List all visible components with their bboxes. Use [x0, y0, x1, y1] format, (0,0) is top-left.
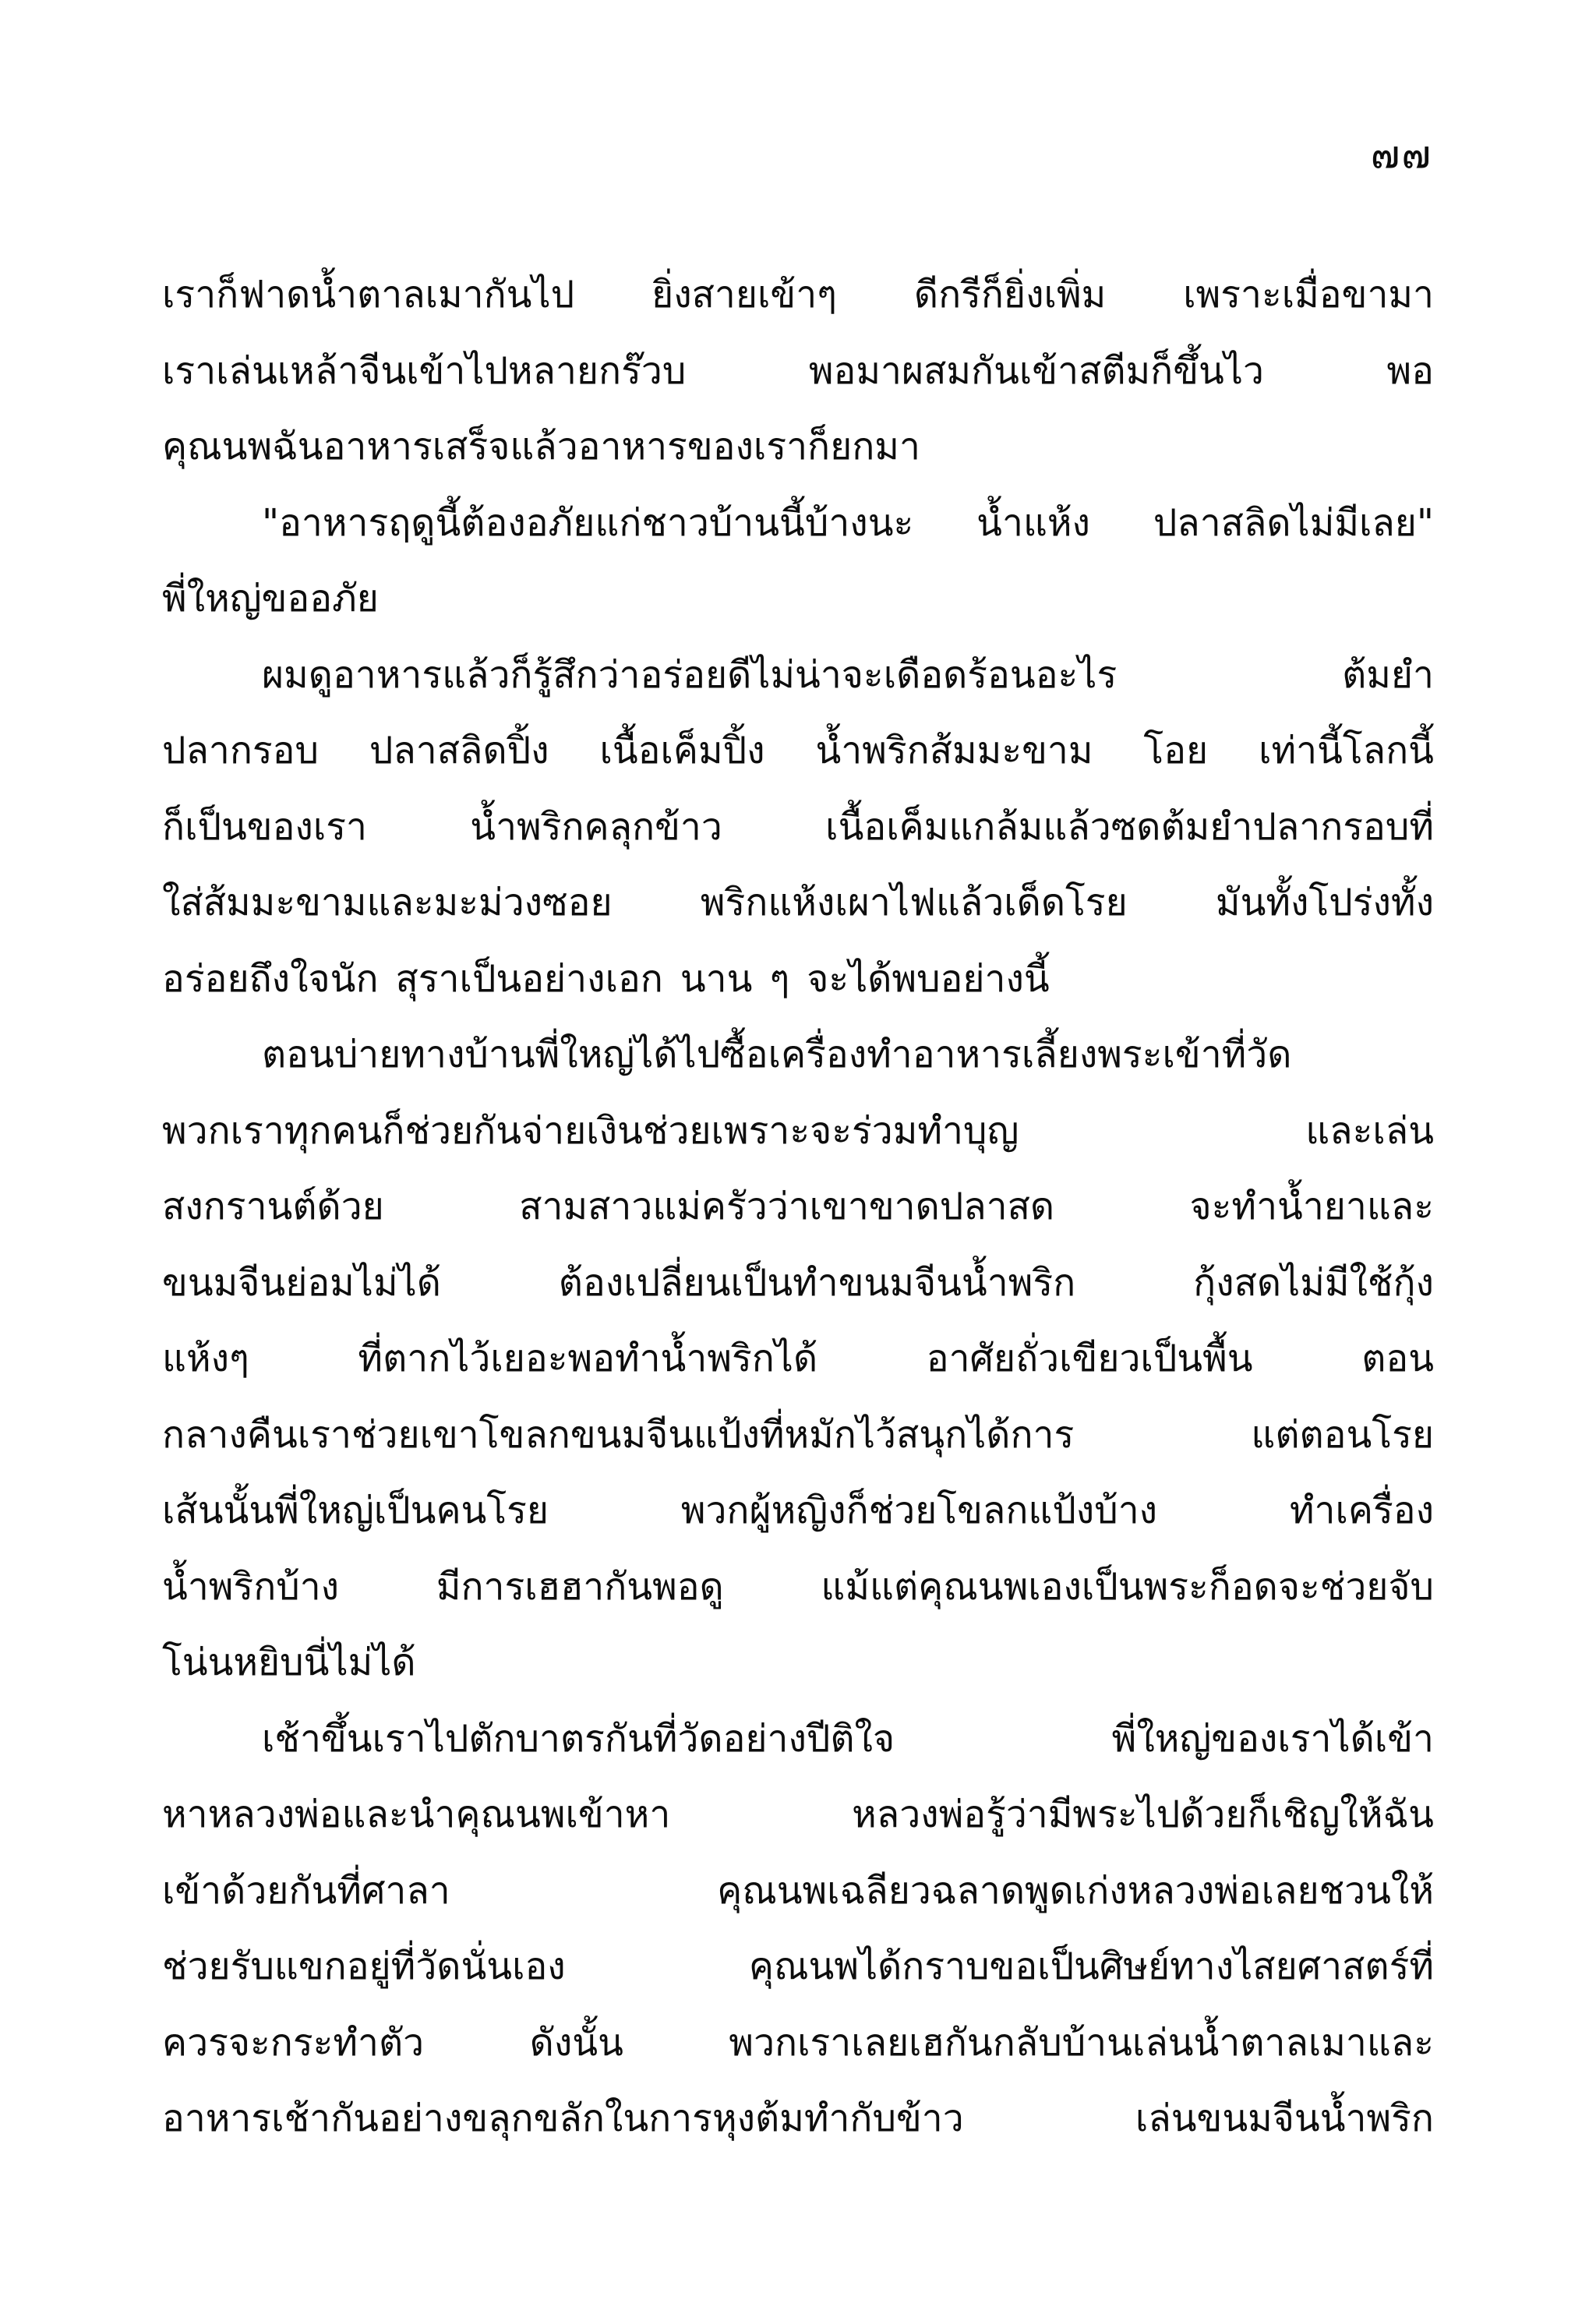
text-segment: ตอน — [1361, 1337, 1434, 1380]
text-segment: อาศัยถั่วเขียวเป็นพื้น — [926, 1337, 1253, 1380]
text-segment: โอย — [1143, 729, 1209, 772]
text-segment: ที่ตากไว้เยอะพอทำน้ำพริกได้ — [358, 1337, 818, 1380]
text-segment: น้ำพริกส้มมะขาม — [815, 729, 1093, 772]
text-segment: แห้งๆ — [162, 1337, 249, 1380]
text-segment: จะได้พบอย่างนี้ — [807, 956, 1050, 1001]
text-segment: น้ำพริกคลุกข้าว — [470, 804, 722, 849]
text-segment: หาหลวงพ่อและนำคุณนพเข้าหา — [162, 1793, 671, 1836]
text-line — [162, 713, 1434, 790]
text-segment: ปลาสลิดไม่มีเลย" — [1153, 500, 1434, 545]
text-segment: ทำเครื่อง — [1289, 1489, 1434, 1532]
text-segment: อาหารเช้ากันอย่างขลุกขลักในการหุงต้มทำกับข้าว — [162, 2097, 964, 2140]
text-line — [162, 2081, 1434, 2157]
text-line — [162, 486, 1434, 562]
text-segment: นาน — [680, 956, 753, 1001]
text-line — [162, 1777, 1434, 1853]
text-segment: น้ำพริกบ้าง — [162, 1564, 340, 1609]
text-line — [162, 561, 1434, 638]
text-segment: มีการเฮฮากันพอดู — [436, 1564, 724, 1609]
page-number: ๗๗ — [1370, 132, 1432, 177]
text-segment: เราก็ฟาดน้ำตาลเมากันไป — [162, 273, 575, 316]
text-segment: เส้นนั้นพี่ใหญ่เป็นคนโรย — [162, 1489, 549, 1532]
text-segment: ต้มยำ — [1342, 652, 1434, 697]
text-segment: น้ำแห้ง — [976, 500, 1090, 545]
text-segment: หลวงพ่อรู้ว่ามีพระไปด้วยก็เชิญให้ฉัน — [852, 1793, 1434, 1836]
text-segment: เข้าด้วยกันที่ศาลา — [162, 1868, 450, 1913]
text-line — [162, 1701, 1434, 1778]
text-segment: ช่วยรับแขกอยู่ที่วัดนั่นเอง — [162, 1945, 566, 1988]
text-segment: จะทำน้ำยาและ — [1189, 1185, 1434, 1228]
text-segment: และเล่น — [1305, 1108, 1434, 1153]
text-segment: พอ — [1386, 348, 1434, 393]
text-segment: ดีกรีก็ยิ่งเพิ่ม — [913, 273, 1107, 316]
text-line — [162, 1093, 1434, 1170]
text-line — [162, 865, 1434, 941]
text-segment: เนื้อเค็มแกล้มแล้วซดต้มยำปลากรอบที่ — [825, 804, 1434, 849]
text-segment: พวกผู้หญิงก็ช่วยโขลกแป้งบ้าง — [680, 1489, 1158, 1532]
text-line — [162, 1017, 1434, 1093]
text-line — [162, 257, 1434, 334]
text-line — [162, 2005, 1434, 2082]
text-segment: พี่ใหญ่ของเราได้เข้า — [1111, 1716, 1434, 1761]
text-segment: ใส่ส้มมะขามและมะม่วงซอย — [162, 881, 613, 924]
text-segment: ควรจะกระทำตัว — [162, 2020, 425, 2065]
text-segment: พี่ใหญ่ขออภัย — [162, 577, 379, 620]
text-line — [162, 638, 1434, 714]
text-segment: ก็เป็นของเรา — [162, 804, 367, 849]
text-segment: กุ้งสดไม่มีใช้กุ้ง — [1193, 1260, 1434, 1305]
text-segment: เราเล่นเหล้าจีนเข้าไปหลายกร๊วบ — [162, 348, 687, 393]
text-segment: เนื้อเค็มปิ้ง — [599, 729, 765, 772]
text-segment: พวกเราเลยเฮกันกลับบ้านเล่นน้ำตาลเมาและ — [729, 2020, 1434, 2065]
text-segment: "อาหารฤดูนี้ต้องอภัยแก่ชาวบ้านนี้บ้างนะ — [262, 500, 914, 545]
text-line — [162, 1321, 1434, 1397]
text-segment: พริกแห้งเผาไฟแล้วเด็ดโรย — [700, 881, 1128, 924]
text-segment: ๆ — [769, 956, 790, 1001]
text-line — [162, 1549, 1434, 1626]
text-segment: สุราเป็นอย่างเอก — [395, 956, 663, 1001]
text-segment: สงกรานต์ด้วย — [162, 1185, 384, 1228]
text-line — [162, 790, 1434, 866]
text-line — [162, 334, 1434, 410]
text-line — [162, 1169, 1434, 1245]
text-segment: มันทั้งโปร่งทั้ง — [1215, 881, 1434, 924]
body-text — [162, 257, 1434, 2157]
text-segment: โน่นหยิบนี่ไม่ได้ — [162, 1641, 416, 1684]
text-segment: ดังนั้น — [529, 2020, 623, 2065]
text-segment: แต่ตอนโรย — [1251, 1412, 1434, 1457]
text-segment: แม้แต่คุณนพเองเป็นพระก็อดจะช่วยจับ — [821, 1564, 1434, 1609]
text-segment: พอมาผสมกันเข้าสตีมก็ขึ้นไว — [808, 348, 1264, 393]
text-segment: สามสาวแม่ครัวว่าเขาขาดปลาสด — [519, 1185, 1055, 1228]
text-line — [162, 1929, 1434, 2005]
text-segment: เพราะเมื่อขามา — [1183, 273, 1434, 316]
text-segment: ตอนบ่ายทางบ้านพี่ใหญ่ได้ไปซื้อเครื่องทำอาหารเลี้ยงพระเข้าที่วัด — [262, 1033, 1292, 1076]
text-line — [162, 1245, 1434, 1322]
text-segment: ปลาสลิดปิ้ง — [369, 729, 549, 772]
text-segment: คุณนพฉันอาหารเสร็จแล้วอาหารของเราก็ยกมา — [162, 425, 920, 468]
text-line — [162, 941, 1434, 1018]
text-segment: ขนมจีนย่อมไม่ได้ — [162, 1260, 441, 1305]
text-segment: ต้องเปลี่ยนเป็นทำขนมจีนน้ำพริก — [558, 1260, 1076, 1305]
text-segment: ยิ่งสายเข้าๆ — [651, 273, 837, 316]
text-segment: พวกเราทุกคนก็ช่วยกันจ่ายเงินช่วยเพราะจะร่วมทำบุญ — [162, 1108, 1019, 1153]
text-line — [162, 1397, 1434, 1474]
text-segment: คุณนพได้กราบขอเป็นศิษย์ทางไสยศาสตร์ที่ — [748, 1945, 1434, 1988]
text-segment: เท่านี้โลกนี้ — [1259, 729, 1434, 772]
text-line — [162, 409, 1434, 486]
text-line — [162, 1625, 1434, 1701]
text-segment: เล่นขนมจีนน้ำพริก — [1135, 2097, 1434, 2140]
text-line — [162, 1853, 1434, 1930]
text-segment: ผมดูอาหารแล้วก็รู้สึกว่าอร่อยดีไม่น่าจะเดือดร้อนอะไร — [262, 652, 1118, 697]
text-segment: อร่อยถึงใจนัก — [162, 956, 379, 1001]
text-segment: คุณนพเฉลียวฉลาดพูดเก่งหลวงพ่อเลยชวนให้ — [717, 1868, 1434, 1913]
text-segment: เช้าขึ้นเราไปตักบาตรกันที่วัดอย่างปีติใจ — [262, 1716, 895, 1761]
text-line — [162, 1473, 1434, 1549]
text-segment: ปลากรอบ — [162, 729, 319, 772]
text-segment: กลางคืนเราช่วยเขาโขลกขนมจีนแป้งที่หมักไว้สนุกได้การ — [162, 1412, 1075, 1457]
